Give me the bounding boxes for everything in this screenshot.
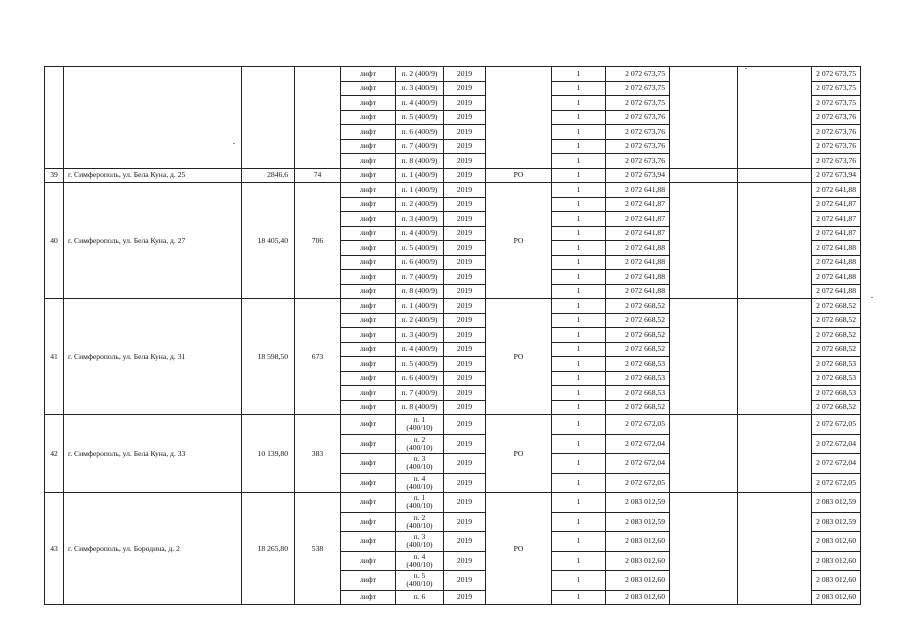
quantity-cell: 1 <box>552 371 606 386</box>
entrance-cell <box>396 473 444 493</box>
entrance-label: п. 7 (400/9) <box>401 387 438 397</box>
total-cell: 2 072 668,52 <box>812 342 861 357</box>
entrance-cell <box>396 386 444 401</box>
equipment-cell: лифт <box>341 415 396 435</box>
area-cell: 10 139,80 <box>242 415 295 493</box>
entrance-cell <box>396 183 444 198</box>
cost-cell: 2 072 641,87 <box>606 212 670 227</box>
entrance-cell <box>396 551 444 571</box>
table-row <box>45 183 861 198</box>
equipment-cell: лифт <box>341 299 396 314</box>
entrance-label: п. 6 (400/9) <box>401 126 438 136</box>
cost-cell: 2 072 673,76 <box>606 139 670 154</box>
empty-cell <box>738 168 812 183</box>
entrance-label: п. 6 <box>413 592 426 602</box>
entrance-label: п. 1 (400/9) <box>401 184 438 194</box>
entrance-label: п. 2 (400/9) <box>401 315 438 325</box>
entrance-cell <box>396 226 444 241</box>
total-cell: 2 072 668,52 <box>812 328 861 343</box>
entrance-spec: (400/10) <box>406 579 433 589</box>
residents-cell <box>295 67 341 169</box>
total-cell: 2 072 668,52 <box>812 400 861 415</box>
quantity-cell: 1 <box>552 241 606 256</box>
equipment-cell: лифт <box>341 197 396 212</box>
empty-cell <box>670 67 738 169</box>
empty-cell <box>738 299 812 415</box>
address-cell: г. Симферополь, ул. Бела Куна, д. 27 <box>64 183 242 299</box>
entrance-cell <box>396 197 444 212</box>
entrance-label: п. 5 (400/9) <box>401 242 438 252</box>
equipment-cell: лифт <box>341 183 396 198</box>
year-cell: 2019 <box>444 342 486 357</box>
total-cell: 2 072 673,76 <box>812 110 861 125</box>
equipment-cell: лифт <box>341 400 396 415</box>
quantity-cell: 1 <box>552 493 606 513</box>
year-cell: 2019 <box>444 226 486 241</box>
equipment-cell: лифт <box>341 154 396 169</box>
quantity-cell: 1 <box>552 473 606 493</box>
entrance-label: п. 3 <box>413 454 426 464</box>
year-cell: 2019 <box>444 212 486 227</box>
program-cell: РО <box>486 168 552 183</box>
cost-cell: 2 072 668,52 <box>606 313 670 328</box>
equipment-cell: лифт <box>341 125 396 140</box>
entrance-cell <box>396 139 444 154</box>
total-cell: 2 072 641,88 <box>812 255 861 270</box>
entrance-cell <box>396 154 444 169</box>
entrance-label: п. 5 <box>413 571 426 581</box>
residents-cell: 383 <box>295 415 341 493</box>
residents-cell: 673 <box>295 299 341 415</box>
total-cell: 2 072 668,52 <box>812 299 861 314</box>
entrance-spec: (400/10) <box>406 481 433 491</box>
scan-speck <box>871 297 873 298</box>
entrance-spec: (400/10) <box>406 462 433 472</box>
year-cell: 2019 <box>444 454 486 474</box>
cost-cell: 2 083 012,60 <box>606 571 670 591</box>
area-cell: 18 598,50 <box>242 299 295 415</box>
entrance-label: п. 1 <box>413 415 426 425</box>
entrance-label: п. 8 (400/9) <box>401 402 438 412</box>
address-cell: г. Симферополь, ул. Бородина, д. 2 <box>64 493 242 605</box>
quantity-cell: 1 <box>552 386 606 401</box>
total-cell: 2 072 673,94 <box>812 168 861 183</box>
cost-cell: 2 072 641,88 <box>606 241 670 256</box>
equipment-cell: лифт <box>341 110 396 125</box>
total-cell: 2 072 641,88 <box>812 284 861 299</box>
quantity-cell: 1 <box>552 434 606 454</box>
entrance-cell <box>396 400 444 415</box>
total-cell: 2 072 673,75 <box>812 67 861 82</box>
entrance-cell <box>396 342 444 357</box>
quantity-cell: 1 <box>552 532 606 552</box>
quantity-cell: 1 <box>552 96 606 111</box>
year-cell: 2019 <box>444 139 486 154</box>
address-cell: г. Симферополь, ул. Бела Куна, д. 31 <box>64 299 242 415</box>
cost-cell: 2 072 641,88 <box>606 255 670 270</box>
entrance-label: п. 1 (400/9) <box>401 170 438 180</box>
entrance-label: п. 3 <box>413 532 426 542</box>
quantity-cell: 1 <box>552 255 606 270</box>
year-cell: 2019 <box>444 241 486 256</box>
entrance-cell <box>396 96 444 111</box>
year-cell: 2019 <box>444 197 486 212</box>
year-cell: 2019 <box>444 168 486 183</box>
total-cell: 2 072 641,88 <box>812 270 861 285</box>
equipment-cell: лифт <box>341 81 396 96</box>
cost-cell: 2 072 668,52 <box>606 299 670 314</box>
empty-cell <box>670 299 738 415</box>
cost-cell: 2 072 672,04 <box>606 434 670 454</box>
quantity-cell: 1 <box>552 415 606 435</box>
equipment-cell: лифт <box>341 357 396 372</box>
quantity-cell: 1 <box>552 284 606 299</box>
entrance-label: п. 4 (400/9) <box>401 344 438 354</box>
year-cell: 2019 <box>444 284 486 299</box>
equipment-cell: лифт <box>341 241 396 256</box>
equipment-cell: лифт <box>341 590 396 605</box>
year-cell: 2019 <box>444 313 486 328</box>
quantity-cell: 1 <box>552 154 606 169</box>
address-cell <box>64 67 242 169</box>
cost-cell: 2 083 012,60 <box>606 532 670 552</box>
num-cell: 42 <box>45 415 64 493</box>
total-cell: 2 072 641,87 <box>812 197 861 212</box>
quantity-cell: 1 <box>552 197 606 212</box>
quantity-cell: 1 <box>552 183 606 198</box>
total-cell: 2 072 641,88 <box>812 183 861 198</box>
num-cell: 40 <box>45 183 64 299</box>
quantity-cell: 1 <box>552 328 606 343</box>
cost-cell: 2 072 673,76 <box>606 154 670 169</box>
quantity-cell: 1 <box>552 551 606 571</box>
cost-cell: 2 072 673,94 <box>606 168 670 183</box>
empty-cell <box>738 493 812 605</box>
entrance-spec: (400/10) <box>406 520 433 530</box>
program-cell: РО <box>486 299 552 415</box>
empty-cell <box>738 415 812 493</box>
entrance-label: п. 4 <box>413 473 426 483</box>
program-cell: РО <box>486 493 552 605</box>
capital-repair-table <box>44 66 861 605</box>
total-cell: 2 072 672,04 <box>812 434 861 454</box>
entrance-label: п. 6 (400/9) <box>401 257 438 267</box>
cost-cell: 2 072 672,04 <box>606 454 670 474</box>
quantity-cell: 1 <box>552 125 606 140</box>
table-row <box>45 415 861 435</box>
year-cell: 2019 <box>444 96 486 111</box>
total-cell: 2 072 673,75 <box>812 81 861 96</box>
year-cell: 2019 <box>444 81 486 96</box>
total-cell: 2 083 012,59 <box>812 493 861 513</box>
quantity-cell: 1 <box>552 110 606 125</box>
equipment-cell: лифт <box>341 512 396 532</box>
year-cell: 2019 <box>444 67 486 82</box>
total-cell: 2 072 672,04 <box>812 454 861 474</box>
entrance-cell <box>396 328 444 343</box>
year-cell: 2019 <box>444 371 486 386</box>
table-row <box>45 168 861 183</box>
equipment-cell: лифт <box>341 328 396 343</box>
year-cell: 2019 <box>444 125 486 140</box>
year-cell: 2019 <box>444 415 486 435</box>
entrance-spec: (400/10) <box>406 423 433 433</box>
quantity-cell: 1 <box>552 67 606 82</box>
cost-cell: 2 072 672,05 <box>606 415 670 435</box>
entrance-spec: (400/10) <box>406 442 433 452</box>
entrance-label: п. 7 (400/9) <box>401 271 438 281</box>
entrance-label: п. 3 (400/9) <box>401 83 438 93</box>
entrance-label: п. 4 (400/9) <box>401 97 438 107</box>
entrance-label: п. 1 (400/9) <box>401 300 438 310</box>
entrance-cell <box>396 371 444 386</box>
address-cell: г. Симферополь, ул. Бела Куна, д. 25 <box>64 168 242 183</box>
equipment-cell: лифт <box>341 96 396 111</box>
cost-cell: 2 072 668,53 <box>606 371 670 386</box>
total-cell: 2 072 668,53 <box>812 357 861 372</box>
entrance-label: п. 1 <box>413 493 426 503</box>
residents-cell: 538 <box>295 493 341 605</box>
num-cell: 41 <box>45 299 64 415</box>
total-cell: 2 072 673,75 <box>812 96 861 111</box>
cost-cell: 2 083 012,60 <box>606 551 670 571</box>
entrance-cell <box>396 493 444 513</box>
entrance-cell <box>396 110 444 125</box>
cost-cell: 2 072 641,88 <box>606 284 670 299</box>
year-cell: 2019 <box>444 270 486 285</box>
num-cell: 39 <box>45 168 64 183</box>
year-cell: 2019 <box>444 154 486 169</box>
equipment-cell: лифт <box>341 493 396 513</box>
empty-cell <box>670 415 738 493</box>
entrance-label: п. 2 <box>413 512 426 522</box>
total-cell: 2 083 012,60 <box>812 571 861 591</box>
entrance-label: п. 6 (400/9) <box>401 373 438 383</box>
cost-cell: 2 072 641,88 <box>606 183 670 198</box>
cost-cell: 2 072 668,52 <box>606 400 670 415</box>
entrance-label: п. 8 (400/9) <box>401 155 438 165</box>
cost-cell: 2 072 668,52 <box>606 342 670 357</box>
year-cell: 2019 <box>444 183 486 198</box>
quantity-cell: 1 <box>552 342 606 357</box>
equipment-cell: лифт <box>341 551 396 571</box>
table-row <box>45 493 861 513</box>
cost-cell: 2 072 673,76 <box>606 110 670 125</box>
area-cell <box>242 67 295 169</box>
equipment-cell: лифт <box>341 313 396 328</box>
equipment-cell: лифт <box>341 255 396 270</box>
num-cell <box>45 67 64 169</box>
total-cell: 2 072 641,88 <box>812 241 861 256</box>
total-cell: 2 083 012,60 <box>812 532 861 552</box>
entrance-label: п. 2 (400/9) <box>401 68 438 78</box>
quantity-cell: 1 <box>552 313 606 328</box>
total-cell: 2 072 673,76 <box>812 125 861 140</box>
entrance-cell <box>396 434 444 454</box>
entrance-cell <box>396 125 444 140</box>
total-cell: 2 072 673,76 <box>812 139 861 154</box>
area-cell: 18 265,80 <box>242 493 295 605</box>
year-cell: 2019 <box>444 473 486 493</box>
quantity-cell: 1 <box>552 139 606 154</box>
equipment-cell: лифт <box>341 284 396 299</box>
entrance-label: п. 4 (400/9) <box>401 228 438 238</box>
total-cell: 2 083 012,60 <box>812 590 861 605</box>
year-cell: 2019 <box>444 255 486 270</box>
cost-cell: 2 072 673,76 <box>606 125 670 140</box>
entrance-cell <box>396 415 444 435</box>
quantity-cell: 1 <box>552 400 606 415</box>
quantity-cell: 1 <box>552 512 606 532</box>
total-cell: 2 072 672,05 <box>812 473 861 493</box>
cost-cell: 2 072 641,88 <box>606 270 670 285</box>
entrance-label: п. 2 (400/9) <box>401 199 438 209</box>
entrance-cell <box>396 81 444 96</box>
entrance-cell <box>396 67 444 82</box>
quantity-cell: 1 <box>552 226 606 241</box>
equipment-cell: лифт <box>341 473 396 493</box>
entrance-label: п. 3 (400/9) <box>401 213 438 223</box>
year-cell: 2019 <box>444 357 486 372</box>
quantity-cell: 1 <box>552 81 606 96</box>
equipment-cell: лифт <box>341 67 396 82</box>
year-cell: 2019 <box>444 110 486 125</box>
cost-cell: 2 072 672,05 <box>606 473 670 493</box>
entrance-cell <box>396 512 444 532</box>
total-cell: 2 072 668,53 <box>812 386 861 401</box>
entrance-cell <box>396 571 444 591</box>
program-cell: РО <box>486 183 552 299</box>
cost-cell: 2 083 012,59 <box>606 512 670 532</box>
cost-cell: 2 072 641,87 <box>606 197 670 212</box>
year-cell: 2019 <box>444 512 486 532</box>
quantity-cell: 1 <box>552 357 606 372</box>
entrance-label: п. 3 (400/9) <box>401 329 438 339</box>
empty-cell <box>670 183 738 299</box>
total-cell: 2 072 668,52 <box>812 313 861 328</box>
entrance-cell <box>396 299 444 314</box>
equipment-cell: лифт <box>341 226 396 241</box>
year-cell: 2019 <box>444 551 486 571</box>
residents-cell: 706 <box>295 183 341 299</box>
entrance-label: п. 4 <box>413 551 426 561</box>
entrance-cell <box>396 532 444 552</box>
total-cell: 2 083 012,59 <box>812 512 861 532</box>
total-cell: 2 072 668,53 <box>812 371 861 386</box>
year-cell: 2019 <box>444 400 486 415</box>
entrance-label: п. 7 (400/9) <box>401 141 438 151</box>
empty-cell <box>670 168 738 183</box>
entrance-cell <box>396 284 444 299</box>
quantity-cell: 1 <box>552 571 606 591</box>
entrance-spec: (400/10) <box>406 501 433 511</box>
total-cell: 2 072 673,76 <box>812 154 861 169</box>
equipment-cell: лифт <box>341 270 396 285</box>
year-cell: 2019 <box>444 434 486 454</box>
cost-cell: 2 072 673,75 <box>606 96 670 111</box>
quantity-cell: 1 <box>552 212 606 227</box>
entrance-cell <box>396 454 444 474</box>
year-cell: 2019 <box>444 493 486 513</box>
year-cell: 2019 <box>444 532 486 552</box>
quantity-cell: 1 <box>552 454 606 474</box>
equipment-cell: лифт <box>341 532 396 552</box>
entrance-label: п. 8 (400/9) <box>401 286 438 296</box>
empty-cell <box>738 67 812 169</box>
equipment-cell: лифт <box>341 212 396 227</box>
entrance-cell <box>396 168 444 183</box>
equipment-cell: лифт <box>341 454 396 474</box>
total-cell: 2 072 672,05 <box>812 415 861 435</box>
total-cell: 2 072 641,87 <box>812 212 861 227</box>
entrance-label: п. 5 (400/9) <box>401 358 438 368</box>
equipment-cell: лифт <box>341 386 396 401</box>
entrance-cell <box>396 590 444 605</box>
year-cell: 2019 <box>444 386 486 401</box>
equipment-cell: лифт <box>341 139 396 154</box>
cost-cell: 2 072 668,53 <box>606 357 670 372</box>
program-cell <box>486 67 552 169</box>
equipment-cell: лифт <box>341 434 396 454</box>
area-cell: 2846,6 <box>242 168 295 183</box>
table-row <box>45 67 861 82</box>
equipment-cell: лифт <box>341 342 396 357</box>
equipment-cell: лифт <box>341 571 396 591</box>
year-cell: 2019 <box>444 590 486 605</box>
equipment-cell: лифт <box>341 168 396 183</box>
table-row <box>45 299 861 314</box>
num-cell: 43 <box>45 493 64 605</box>
entrance-cell <box>396 212 444 227</box>
year-cell: 2019 <box>444 328 486 343</box>
cost-cell: 2 072 668,52 <box>606 328 670 343</box>
entrance-cell <box>396 255 444 270</box>
cost-cell: 2 083 012,60 <box>606 590 670 605</box>
address-cell: г. Симферополь, ул. Бела Куна, д. 33 <box>64 415 242 493</box>
total-cell: 2 072 641,87 <box>812 226 861 241</box>
area-cell: 18 405,40 <box>242 183 295 299</box>
entrance-cell <box>396 270 444 285</box>
year-cell: 2019 <box>444 299 486 314</box>
scan-speck <box>233 143 235 144</box>
quantity-cell: 1 <box>552 270 606 285</box>
scan-speck <box>745 68 747 69</box>
entrance-spec: (400/10) <box>406 540 433 550</box>
entrance-cell <box>396 313 444 328</box>
quantity-cell: 1 <box>552 590 606 605</box>
equipment-cell: лифт <box>341 371 396 386</box>
program-cell: РО <box>486 415 552 493</box>
cost-cell: 2 072 673,75 <box>606 67 670 82</box>
entrance-label: п. 5 (400/9) <box>401 112 438 122</box>
quantity-cell: 1 <box>552 168 606 183</box>
total-cell: 2 083 012,60 <box>812 551 861 571</box>
year-cell: 2019 <box>444 571 486 591</box>
cost-cell: 2 083 012,59 <box>606 493 670 513</box>
entrance-spec: (400/10) <box>406 559 433 569</box>
empty-cell <box>738 183 812 299</box>
cost-cell: 2 072 673,75 <box>606 81 670 96</box>
entrance-label: п. 2 <box>413 434 426 444</box>
empty-cell <box>670 493 738 605</box>
quantity-cell: 1 <box>552 299 606 314</box>
entrance-cell <box>396 241 444 256</box>
cost-cell: 2 072 641,87 <box>606 226 670 241</box>
cost-cell: 2 072 668,53 <box>606 386 670 401</box>
entrance-cell <box>396 357 444 372</box>
residents-cell: 74 <box>295 168 341 183</box>
